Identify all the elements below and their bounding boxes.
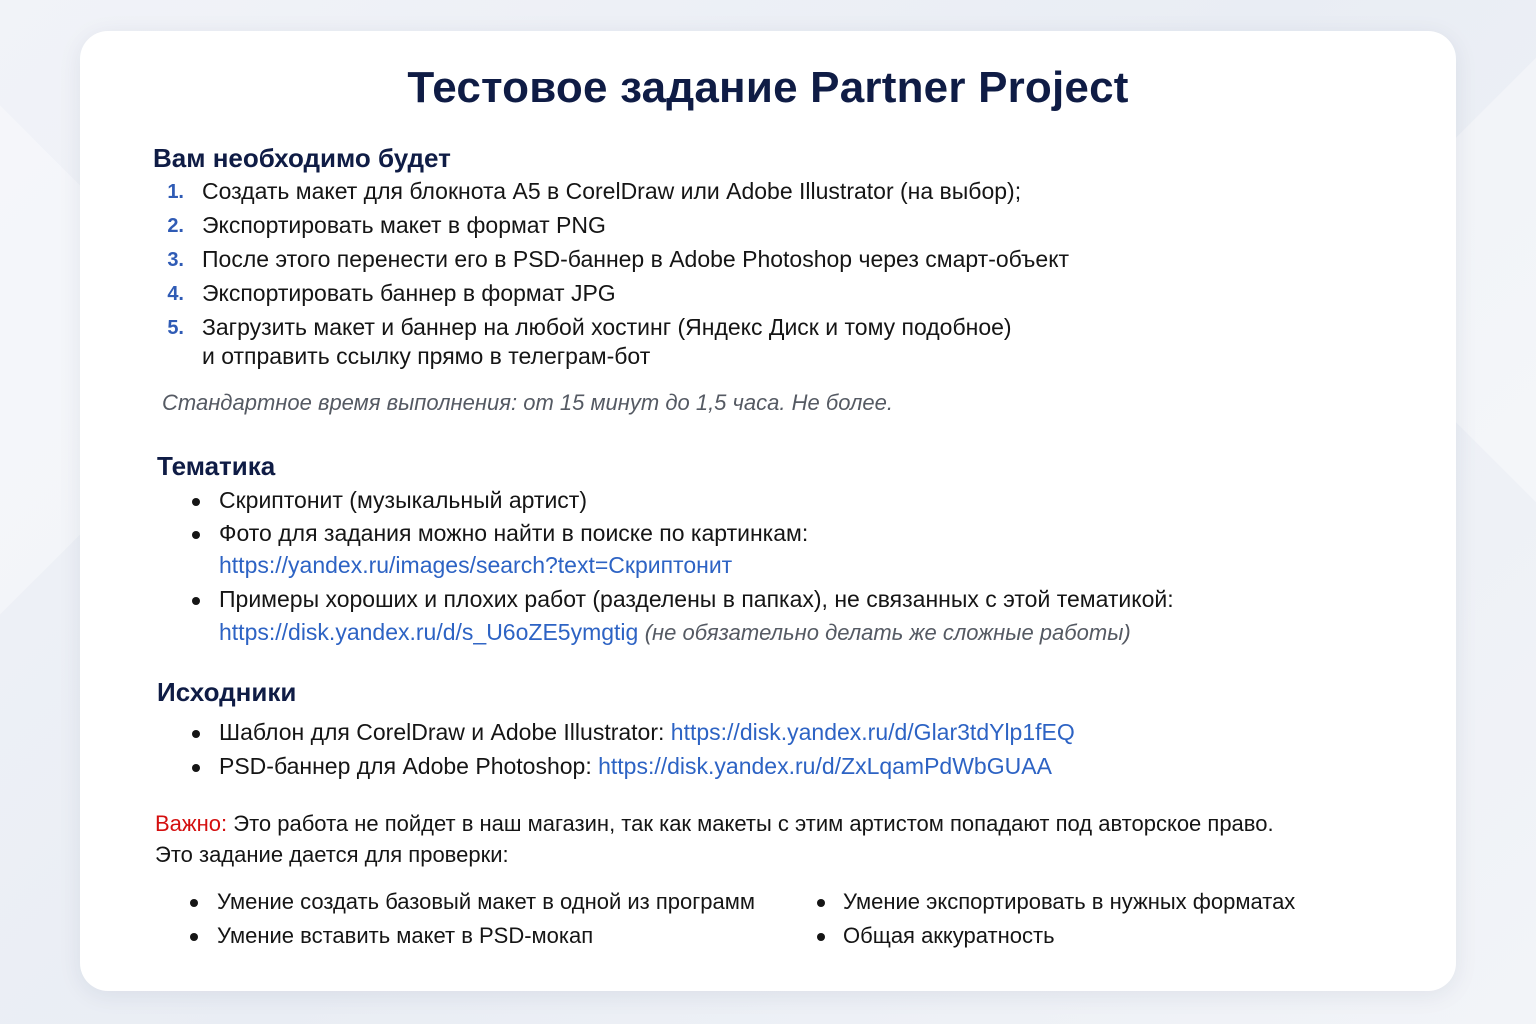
task-number: 3. <box>167 249 184 271</box>
task-number: 4. <box>167 283 184 305</box>
source-item <box>219 719 1075 746</box>
time-note: Стандартное время выполнения: от 15 минут до 1,5 часа. Не более. <box>162 390 893 415</box>
examples-disk-link[interactable]: https://disk.yandex.ru/d/s_U6oZE5ymgtig <box>219 619 639 645</box>
theme-item: Фото для задания можно найти в поиске по картинкам: <box>219 520 809 546</box>
important-label: Важно: <box>155 811 228 836</box>
task-item-text-continued: и отправить ссылку прямо в телеграм-бот <box>202 343 651 369</box>
skill-item: Умение экспортировать в нужных форматах <box>843 889 1296 914</box>
task-item-text: Создать макет для блокнота А5 в CorelDraw или Adobe Illustrator (на выбор); <box>202 178 1022 204</box>
bullet-icon <box>192 764 200 772</box>
page-title: Тестовое задание Partner Project <box>407 63 1129 112</box>
bullet-icon <box>192 730 200 738</box>
bullet-icon <box>192 531 200 539</box>
bullet-icon <box>192 597 200 605</box>
important-text-continued: Это задание дается для проверки: <box>155 842 509 867</box>
template-disk-link[interactable]: https://disk.yandex.ru/d/Glar3tdYlp1fEQ <box>670 719 1075 745</box>
source-item-label: PSD-баннер для Adobe Photoshop: <box>219 753 592 779</box>
task-item-text: После этого перенести его в PSD-баннер в Adobe Photoshop через смарт-объект <box>202 246 1070 272</box>
source-item-label: Шаблон для CorelDraw и Adobe Illustrator: <box>219 719 665 745</box>
bullet-icon <box>817 899 825 907</box>
psd-banner-disk-link[interactable]: https://disk.yandex.ru/d/ZxLqamPdWbGUAA <box>598 753 1052 779</box>
document-card <box>80 31 1456 991</box>
theme-item: Примеры хороших и плохих работ (разделены в папках), не связанных с этой тематикой: <box>219 586 1174 612</box>
important-text: Это работа не пойдет в наш магазин, так как макеты с этим артистом попадают под авторское право. <box>233 811 1274 836</box>
task-number: 5. <box>167 317 184 339</box>
skill-item: Общая аккуратность <box>843 923 1055 948</box>
bullet-icon <box>817 933 825 941</box>
examples-row <box>219 619 1131 646</box>
task-item-text: Загрузить макет и баннер на любой хостинг (Яндекс Диск и тому подобное) <box>202 314 1012 340</box>
sources-heading: Исходники <box>157 677 297 707</box>
task-number: 2. <box>167 215 184 237</box>
theme-heading: Тематика <box>157 451 276 481</box>
important-note <box>155 811 1274 837</box>
examples-note: (не обязательно делать же сложные работы) <box>644 620 1131 645</box>
skill-item: Умение вставить макет в PSD-мокап <box>217 923 594 948</box>
bullet-icon <box>190 933 198 941</box>
bullet-icon <box>192 498 200 506</box>
bullet-icon <box>190 899 198 907</box>
source-item <box>219 753 1052 780</box>
skill-item: Умение создать базовый макет в одной из программ <box>217 889 755 914</box>
tasks-heading: Вам необходимо будет <box>153 143 451 173</box>
task-item-text: Экспортировать макет в формат PNG <box>202 212 606 238</box>
task-number: 1. <box>167 181 184 203</box>
task-item-text: Экспортировать баннер в формат JPG <box>202 280 616 306</box>
images-search-link[interactable]: https://yandex.ru/images/search?text=Скриптонит <box>219 552 733 578</box>
theme-item: Скриптонит (музыкальный артист) <box>219 487 587 513</box>
